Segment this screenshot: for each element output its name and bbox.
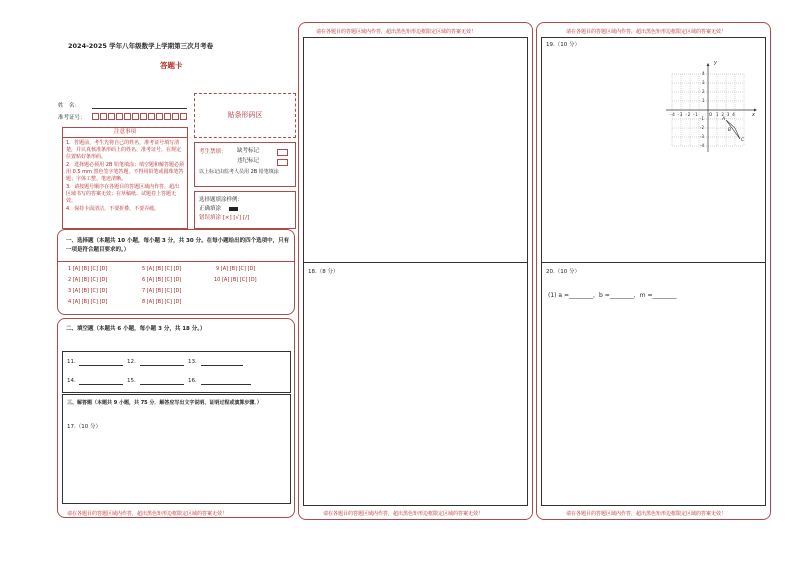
q17-label: 17.（10 分） — [67, 424, 101, 430]
y-tick-label: -4 — [700, 143, 704, 148]
exam-marks-note: 以上标记由监考人员用 2B 铅笔填涂 — [199, 169, 279, 175]
y-arrow — [707, 63, 710, 66]
x-tick-labels-positive: 1 2 3 4 — [716, 112, 736, 117]
divider — [303, 262, 528, 263]
y-tick-label: -3 — [700, 134, 704, 139]
q20-answer-line[interactable]: (1) a =________，b =________，m =________ — [548, 292, 677, 299]
notice-heading: 注意事项 — [63, 128, 187, 138]
barcode-area — [194, 93, 296, 138]
notice-item: 2．选择题必须用 2B 铅笔填涂；填空题和解答题必须用 0.5 mm 黑色签字笔答题，不得用铅笔或圆珠笔答题；字体工整、笔迹清晰。 — [66, 162, 184, 182]
y-tick-label: -1 — [700, 116, 704, 121]
choice-row[interactable]: 2 [A] [B] [C] [D] — [68, 277, 108, 283]
x-tick-labels-negative: -4 -3 -2 -1 — [670, 112, 699, 117]
section-1-title: 一、选择题（本题共 10 小题，每小题 3 分，共 30 分。在每小题给出的四个选项中，只有一项是符合题目要求的。） — [66, 238, 290, 253]
fill-in-box — [62, 351, 291, 393]
exam-marks-box — [194, 142, 296, 187]
notice-box — [62, 127, 188, 229]
point-c-label: C — [741, 138, 745, 143]
x-axis-label: x — [752, 112, 755, 118]
choice-row[interactable]: 7 [A] [B] [C] [D] — [142, 288, 182, 294]
y-tick-label: -2 — [700, 125, 704, 130]
q11-label: 11. — [67, 359, 76, 365]
choice-row[interactable]: 9 [A] [B] [C] [D] — [216, 266, 256, 272]
q11-answer[interactable] — [79, 359, 123, 366]
q15-answer[interactable] — [140, 378, 184, 385]
choice-row[interactable]: 8 [A] [B] [C] [D] — [142, 299, 182, 305]
notice-item: 3．请按题号顺序在各题目的答题区域内作答，超出区域书写的答案无效；在草稿纸、试题卷上答题无效。 — [66, 184, 180, 204]
id-grid[interactable] — [92, 113, 188, 120]
q14-answer[interactable] — [79, 378, 123, 385]
y-tick-label: 2 — [702, 89, 705, 94]
choice-row[interactable]: 6 [A] [B] [C] [D] — [142, 277, 182, 283]
divider — [57, 261, 295, 262]
q16-label: 16. — [188, 378, 197, 384]
id-label: 准考证号： — [58, 115, 86, 121]
choice-row[interactable]: 1 [A] [B] [C] [D] — [68, 266, 108, 272]
choice-row[interactable]: 5 [A] [B] [C] [D] — [142, 266, 182, 272]
q20-label: 20.（10 分） — [546, 269, 580, 275]
footer-warning: 请在各题目的答题区域内作答，超出黑色矩形边框限定区域的答案无效！ — [566, 511, 727, 517]
q12-label: 12. — [127, 359, 136, 365]
notice-item: 4．保持卡面清洁，不要折叠、不要弄破。 — [66, 206, 160, 212]
q19-label: 19.（10 分） — [546, 42, 580, 48]
section-3-title: 三、解答题（本题共 9 小题，共 75 分．解答应写出文字说明、证明过程或演算步骤．） — [67, 400, 262, 406]
q12-answer[interactable] — [140, 359, 184, 366]
point-a-label: A — [722, 117, 726, 122]
footer-warning: 请在各题目的答题区域内作答，超出黑色矩形边框限定区域的答案无效！ — [323, 511, 484, 517]
q17-box[interactable] — [62, 394, 291, 504]
sample-heading: 选择题填涂样例： — [199, 197, 244, 203]
exam-marks-label: 考生禁填： — [199, 149, 227, 155]
y-tick-label: 3 — [702, 80, 705, 85]
point-b-label: B — [728, 128, 732, 133]
choice-row[interactable]: 10 [A] [B] [C] [D] — [214, 277, 257, 283]
y-axis-label: y — [714, 60, 717, 66]
answer-card-subtitle: 答题卡 — [160, 61, 183, 70]
header-warning: 请在各题目的答题区域内作答，超出黑色矩形边框限定区域的答案无效！ — [566, 29, 727, 35]
sample-box — [194, 191, 296, 229]
divider — [541, 262, 766, 263]
violation-label: 违纪标记 — [237, 158, 260, 164]
sample-correct: 正确填涂 — [199, 206, 222, 212]
origin-label: O — [709, 112, 713, 117]
name-label: 姓 名： — [58, 103, 81, 109]
q15-label: 15. — [127, 378, 136, 384]
q16-answer[interactable] — [201, 378, 251, 385]
violation-checkbox[interactable] — [277, 159, 288, 166]
filled-mark — [229, 207, 238, 211]
graph-svg — [662, 60, 762, 155]
sample-wrong: 错误填涂 [×] [√] [/] — [199, 215, 250, 221]
name-field[interactable] — [92, 108, 187, 109]
absent-checkbox[interactable] — [277, 149, 288, 156]
q13-label: 13. — [188, 359, 197, 365]
q18-label: 18.（8 分） — [308, 269, 339, 275]
q13-answer[interactable] — [201, 359, 243, 366]
notice-item: 1．答题前，考生先将自己的姓名，准考证号填写清楚，并认真核准条形码上的姓名、准考证号，在规定位置贴好条形码。 — [66, 140, 182, 160]
footer-warning: 请在各题目的答题区域内作答，超出黑色矩形边框限定区域的答案无效！ — [67, 511, 228, 517]
exam-title: 2024-2025 学年八年级数学上学期第三次月考卷 — [68, 42, 214, 50]
choice-row[interactable]: 3 [A] [B] [C] [D] — [68, 288, 108, 294]
y-tick-label: 4 — [702, 71, 705, 76]
q14-label: 14. — [67, 378, 76, 384]
barcode-label: 贴条形码区 — [227, 111, 263, 119]
header-warning: 请在各题目的答题区域内作答，超出黑色矩形边框限定区域的答案无效！ — [316, 29, 477, 35]
section-2-title: 二、填空题（本题共 6 小题，每小题 3 分，共 18 分。） — [66, 326, 206, 332]
choice-row[interactable]: 4 [A] [B] [C] [D] — [68, 299, 108, 305]
y-tick-label: 1 — [702, 98, 705, 103]
coordinate-graph — [662, 60, 762, 155]
absent-label: 缺考标记 — [237, 148, 260, 154]
